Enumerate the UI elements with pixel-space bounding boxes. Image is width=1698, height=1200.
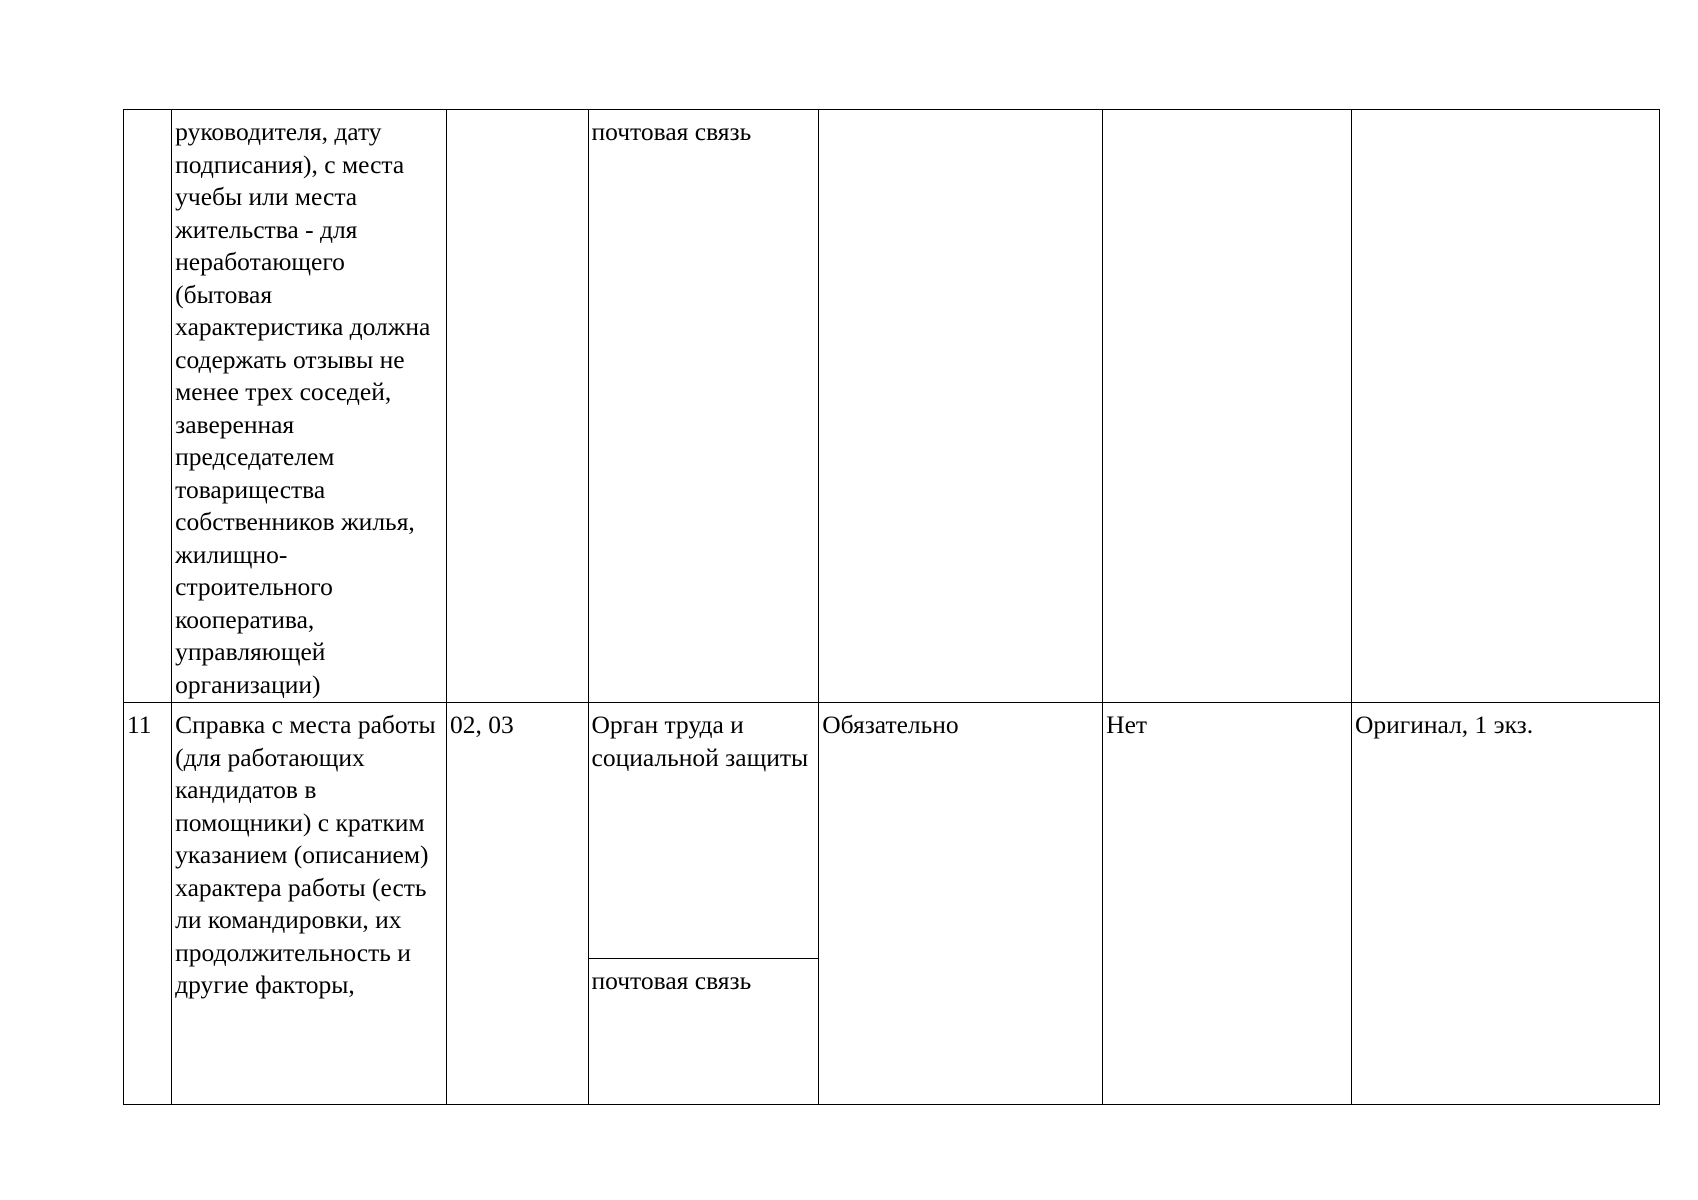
table-row (124, 703, 1660, 1105)
channel-top: Орган труда и социальной защиты (589, 703, 819, 959)
return-cell (1103, 110, 1352, 703)
codes-cell (447, 110, 588, 703)
row-number-cell (124, 110, 172, 703)
channel-cell: почтовая связь (588, 110, 819, 703)
document-name-cell: Справка с места работы (для работающих кандидатов в помощники) с кратким указанием (описанием) характера работы (есть ли командировки, их продолжительность и другие факторы, (172, 703, 447, 1105)
documents-table (123, 109, 1660, 1105)
document-name-cell: руководителя, дату подписания), с места учебы или места жительства - для неработающего (бытовая характеристика должна содержать отзывы не менее трех соседей, заверенная председателем товарищества собственников жилья, жилищно-строительного кооператива, управляющей организации) (172, 110, 447, 703)
row-number-cell: 11 (124, 703, 172, 1105)
channel-cell (588, 703, 819, 1105)
form-cell: Оригинал, 1 экз. (1351, 703, 1659, 1105)
return-cell: Нет (1103, 703, 1352, 1105)
table-row (124, 110, 1660, 703)
codes-cell: 02, 03 (447, 703, 588, 1105)
requirement-cell (819, 110, 1103, 703)
requirement-cell: Обязательно (819, 703, 1103, 1105)
channel-bottom: почтовая связь (591, 966, 752, 995)
form-cell (1351, 110, 1659, 703)
